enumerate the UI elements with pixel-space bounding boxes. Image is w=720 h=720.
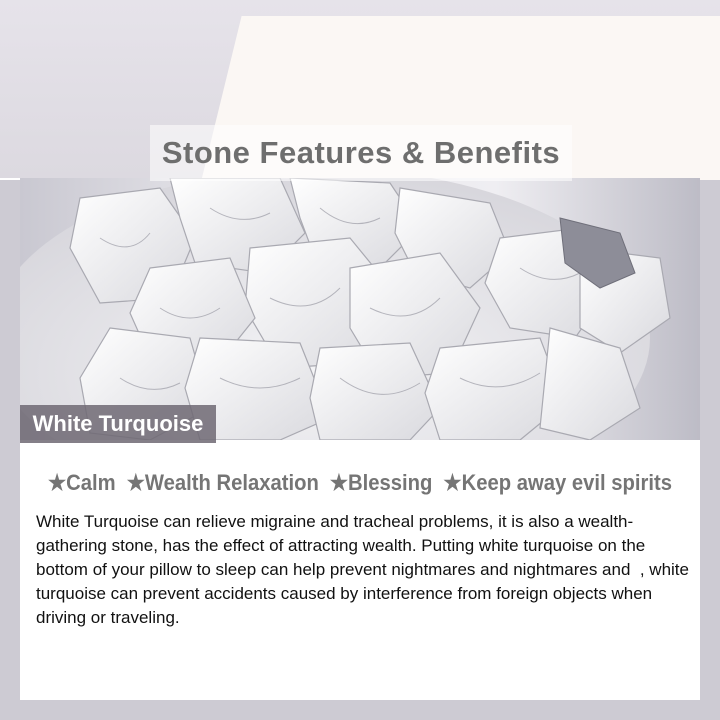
feature-item [127,470,319,496]
description-text: White Turquoise can relieve migraine and tracheal problems, it is also a wealth-gathering stone, has the effect of attracting wealth. Putting white turquoise on the bottom of your pillow to sleep can help prevent nightmares and nightmares and , white turquoise can prevent accidents caused by interference from foreign objects when driving or traveling. [36,512,689,627]
feature-item [443,470,672,496]
page-title: Stone Features & Benefits [161,135,561,170]
stones-illustration [20,178,700,440]
product-label-box [20,405,216,443]
star-icon: ★ [443,470,462,495]
features-row [47,470,673,496]
right-frame-band [700,180,720,700]
star-icon: ★ [48,470,67,495]
stones-photo [20,178,700,440]
star-icon: ★ [126,470,145,495]
bottom-frame-band [0,700,720,720]
feature-label: Keep away evil spirits [461,470,672,495]
left-frame-band [0,180,20,700]
feature-item [48,470,116,496]
feature-label: Calm [66,470,116,495]
feature-label: Wealth Relaxation [144,470,319,495]
star-icon: ★ [329,470,349,495]
title-banner [150,125,572,181]
product-label: White Turquoise [32,411,204,436]
feature-label: Blessing [348,470,433,495]
feature-item [330,470,433,496]
